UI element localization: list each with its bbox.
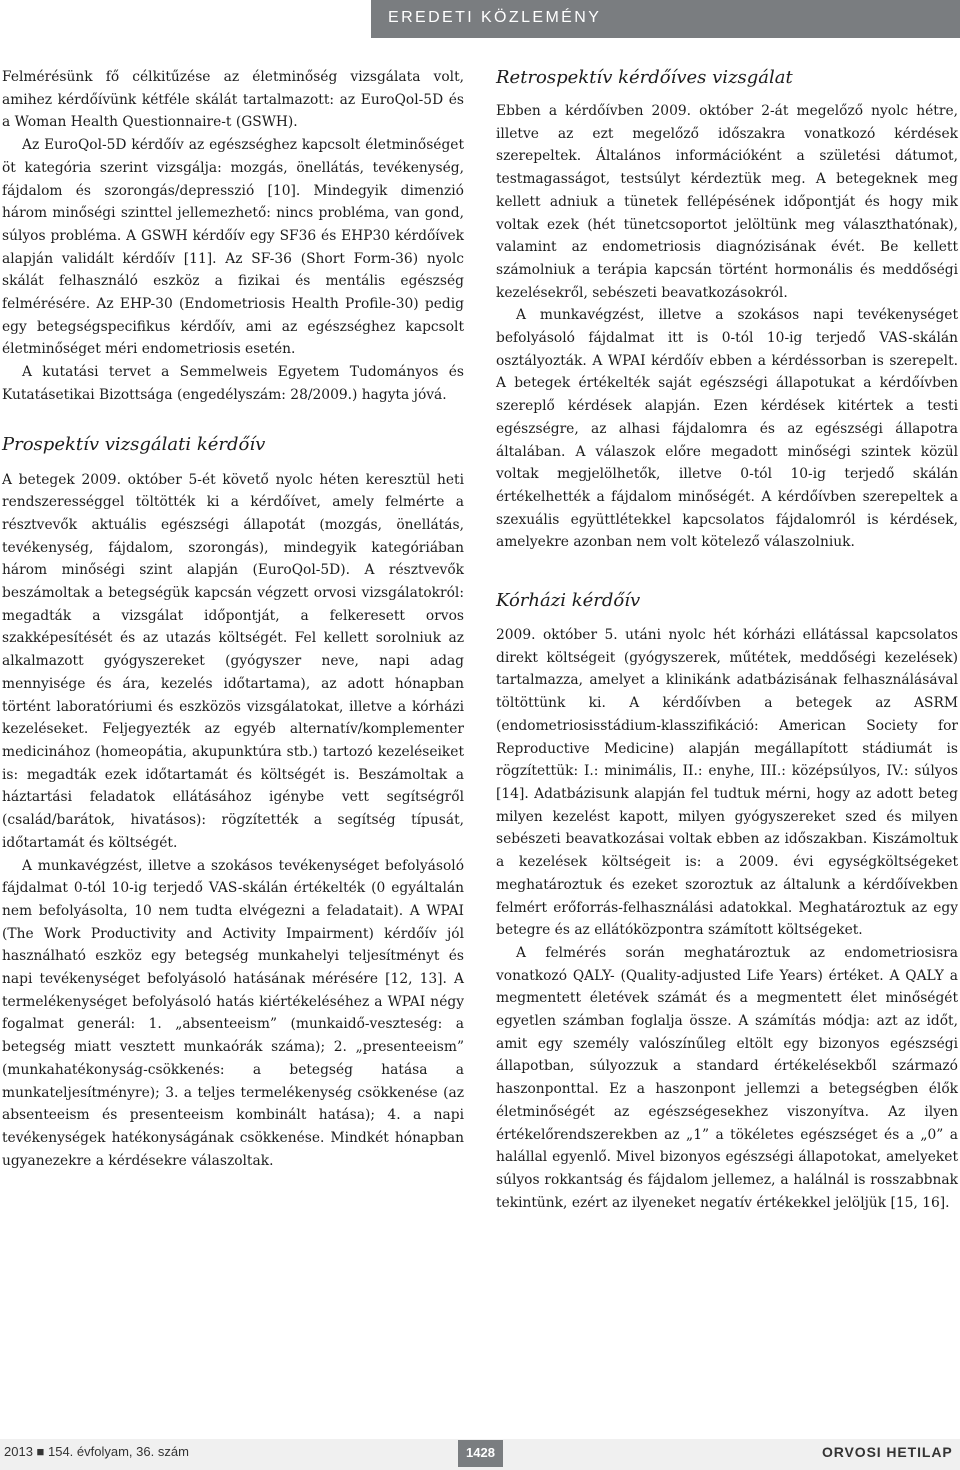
paragraph: Ebben a kérdőívben 2009. október 2-át megelőző nyolc hétre, illetve az ezt megelőző időszakra vonatkozó kérdések szerepeltek. Általános információként a születési dátumot, testmagasságot, testsúlyt kérdeztük meg. A betegeknek meg kellett adniuk a tünetek fellépésének időpontját és hogy mik voltak ezek (hét tünetcsoportot jelöltünk meg választhatónak), valamint az endometriosis diagnózisának évét. Be kellett számolniuk a terápia kapcsán történt hormonális és meddőségi kezelésekről, sebészeti beavatkozásokról. bbox=[496, 103, 958, 301]
paragraph: Felmérésünk fő célkitűzése az életminőség vizsgálata volt, amihez kérdőívünk kétféle skálát tartalmazott: az EuroQol-5D és a Woman Health Questionnaire-t (GSWH). bbox=[2, 69, 464, 131]
paragraph: A felmérés során meghatároztuk az endometriosisra vonatkozó QALY- (Quality-adjusted Life Years) értéket. A QALY a megmentett életévek számát és a megmentett élet minőségét egyetlen számban foglalja össze. A számítás módja: azt az időt, amit egy személy valószínűleg eltölt egy bizonyos egészségi állapotban, súlyozzuk a standard értékelésekből származó haszonponttal. Ez a haszonpont jellemzi a betegségben élők életminőségét az egészségesekhez viszonyítva. Az ilyen értékelőrendszerekben az „1” a tökéletes egészséget és a „0” a halállal egyenlő. Mivel bizonyos egészségi állapotokat, amelyeket súlyos rokkantság és fájdalom jellemez, a halálnál is rosszabbnak tekintünk, ezért az ilyeneket negatív értékekkel jelöljük [15, 16]. bbox=[496, 944, 958, 1211]
footer-issue: 2013 ■ 154. évfolyam, 36. szám bbox=[4, 1444, 189, 1459]
right-column bbox=[496, 66, 958, 1214]
journal-name: ORVOSI HETILAP bbox=[822, 1444, 953, 1460]
section-heading-retrospective: Retrospektív kérdőíves vizsgálat bbox=[496, 67, 793, 88]
left-column bbox=[2, 66, 464, 1172]
paragraph: A betegek 2009. október 5-ét követő nyolc héten keresztül heti rendszerességgel töltötték ki a kérdőívet, amely felmérte a résztvevők aktuális egészségi állapotát (mozgás, önellátás, tevékenység, fájdalom, szorongás), mindegyik kategóriában három minőségi szint alapján (EuroQol-5D). A résztvevők beszámoltak a betegségük kapcsán végzett orvosi vizsgálatokról: megadták a vizsgálat időpontját, a felkeresett orvos szakképesítését és az utazás költségét. Fel kellett sorolniuk az alkalmazott gyógyszereket (gyógyszer neve, napi adag mennyisége és ára, kezelés időtartama), az adott hónapban történt laboratóriumi és eszközös vizsgálatokat, illetve a kórházi kezeléseket. Feljegyezték az egyéb alternatív/komplementer medicinához (homeopátia, akupunktúra stb.) tartozó kezeléseiket is: megadták ezek időtartamát és költségét is. Beszámoltak a háztartási feladatok ellátásához igénybe vett segítségről (család/barátok, hivatásos): rögzítették a segítség típusát, időtartamát és költségét. bbox=[2, 471, 464, 851]
paragraph: A munkavégzést, illetve a szokásos tevékenységet befolyásoló fájdalmat 0-tól 10-ig terjedő VAS-skálán értékelték (0 egyáltalán nem befolyásolta, 10 nem tudta elvégezni a feladatait). A WPAI (The Work Productivity and Activity Impairment) kérdőív jól használható eszköz egy betegség munkahelyi teljesítményt és napi tevékenységet befolyásoló hatásának mérésére [12, 13]. A termelékenységet befolyásoló hatás kiértékeléséhez a WPAI négy fogalmat generál: 1. „absenteeism” (munkaidő-veszteség: a betegség miatt vesztett munkaórák száma); 2. „presenteeism” (munkahatékonyság-csökkenés: a betegség hatása a munkateljesítményre); 3. a teljes termelékenység csökkenése (az absenteeism és presenteeism kombinált hatása); 4. a napi tevékenységek hatékonyságának csökkenése. Mindkét hónapban ugyanezekre a kérdésekre válaszoltak. bbox=[2, 857, 464, 1169]
paragraph: A kutatási tervet a Semmelweis Egyetem Tudományos és Kutatásetikai Bizottsága (engedélyszám: 28/2009.) hagyta jóvá. bbox=[2, 364, 464, 403]
paragraph: Az EuroQol-5D kérdőív az egészséghez kapcsolt életminőséget öt kategória szerint vizsgálja: mozgás, önellátás, tevékenység, fájdalom és szorongás/depresszió [10]. Mindegyik dimenzió három minőségi szinttel jellemezhető: nincs probléma, van gond, súlyos probléma. A GSWH kérdőív egy SF36 és EHP30 kérdőívek alapján validált kérdőív [11]. Az SF-36 (Short Form-36) nyolc skálát felhasználó eszköz a fizikai és mentális egészség felmérésére. Az EHP-30 (Endometriosis Health Profile-30) pedig egy betegségspecifikus kérdőív, ami az egészséghez kapcsolt életminőséget méri endometriosis esetén. bbox=[2, 137, 464, 358]
section-heading-prospective: Prospektív vizsgálati kérdőív bbox=[2, 433, 266, 455]
section-heading-hospital: Kórházi kérdőív bbox=[496, 590, 641, 612]
paragraph: A munkavégzést, illetve a szokásos napi tevékenységet befolyásoló fájdalmat itt is 0-tól 10-ig terjedő VAS-skálán osztályozták. A WPAI kérdőív ebben a kérdéssorban is szerepelt. A betegek értékelték saját egészségi állapotukat a kérdőívben szereplő kérdések alapján. Ezen kérdések kitértek a testi egészségre, az alhasi fájdalomra és az egészségi állapotra általában. A válaszok előre megadott minőségi szintek közül voltak megjelölhetők, illetve 0-tól 10-ig terjedő skálán értékelhették a fájdalom minőségét. A kérdőívben szerepeltek a szexuális együttlétekkel kapcsolatos fájdalomról is kérdések, amelyekre azonban nem volt kötelező válaszolniuk. bbox=[496, 307, 958, 551]
paragraph: 2009. október 5. utáni nyolc hét kórházi ellátással kapcsolatos direkt költségeit (gyógyszerek, műtétek, meddőségi kezelések) tartalmazza, amelyet a klinikánk adatbázisának felhasználásával töltöttünk ki. A kérdőívben a betegek az ASRM (endometriosisstádium-klasszifikáció: American Society for Reproductive Medicine) alapján megállapított stádiumát is rögzítettük: I.: minimális, II.: enyhe, III.: középsúlyos, IV.: súlyos [14]. Adatbázisunk alapján fel tudtuk mérni, hogy az adott beteg milyen kezelést kapott, milyen gyógyszereket szed és milyen sebészeti beavatkozásai voltak ebben az időszakban. Kiszámoltuk a kezelések költségeit is: a 2009. évi egységköltségeket meghatároztuk és ezeket szoroztuk az általunk a kérdőívekben felmért erőforrás-felhasználási adatokkal. Meghatároztuk az egy betegre és az ellátóközpontra számított költségeket. bbox=[496, 627, 958, 939]
section-label: EREDETI KÖZLEMÉNY bbox=[388, 9, 602, 26]
page-number: 1428 bbox=[466, 1445, 495, 1460]
